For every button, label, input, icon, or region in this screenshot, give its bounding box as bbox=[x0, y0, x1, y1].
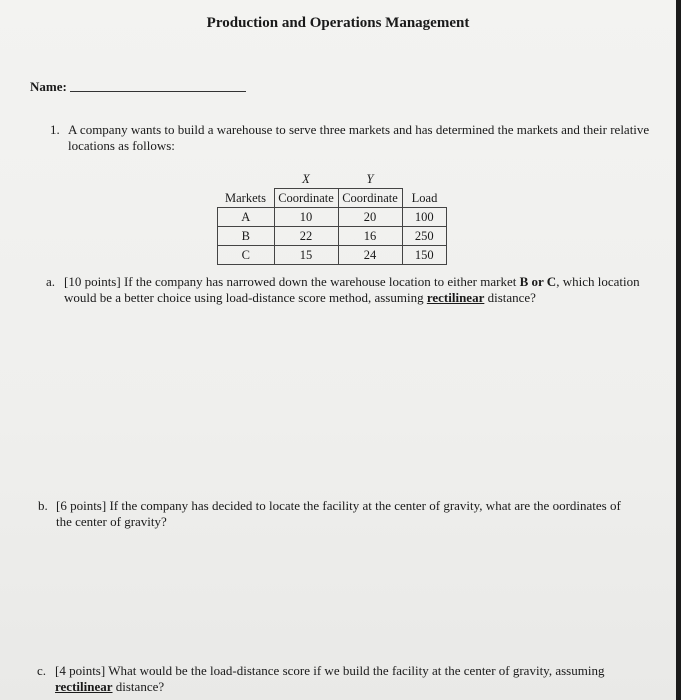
cell-market: C bbox=[218, 246, 275, 265]
cell-x: 10 bbox=[274, 208, 338, 227]
cell-y: 20 bbox=[338, 208, 402, 227]
cell-market: B bbox=[218, 227, 275, 246]
table-header-row-axis bbox=[218, 170, 447, 189]
table-row bbox=[218, 227, 447, 246]
question-1 bbox=[50, 122, 650, 154]
page-title: Production and Operations Management bbox=[206, 15, 470, 31]
markets-table bbox=[217, 170, 447, 265]
table-header-row bbox=[218, 189, 447, 208]
column-header-markets: Markets bbox=[225, 190, 266, 205]
question-part-a bbox=[46, 274, 646, 306]
cell-y: 16 bbox=[338, 227, 402, 246]
cell-x: 22 bbox=[274, 227, 338, 246]
name-label: Name: bbox=[30, 79, 67, 94]
table-row bbox=[218, 246, 447, 265]
part-c-text: [4 points] What would be the load-distance score if we build the facility at the center of gravity, assuming rectilinear distance? bbox=[55, 663, 605, 694]
y-axis-header: Y bbox=[366, 172, 374, 186]
cell-load: 150 bbox=[402, 246, 447, 265]
cell-market: A bbox=[218, 208, 275, 227]
part-a-label: a. bbox=[46, 274, 56, 289]
question-part-c bbox=[37, 663, 657, 695]
question-part-b bbox=[38, 498, 638, 530]
column-header-x-coordinate: Coordinate bbox=[274, 189, 338, 208]
part-b-label: b. bbox=[38, 498, 48, 513]
cell-load: 100 bbox=[402, 208, 447, 227]
question-1-text: A company wants to build a warehouse to serve three markets and has determined the markets and their relative locations as follows: bbox=[68, 122, 650, 153]
table-row bbox=[218, 208, 447, 227]
cell-x: 15 bbox=[274, 246, 338, 265]
question-1-number: 1. bbox=[50, 122, 60, 137]
cell-load: 250 bbox=[402, 227, 447, 246]
column-header-y-coordinate: Coordinate bbox=[338, 189, 402, 208]
column-header-load: Load bbox=[402, 189, 447, 208]
name-blank-line bbox=[70, 91, 246, 92]
part-c-label: c. bbox=[37, 663, 47, 678]
x-axis-header: X bbox=[302, 172, 310, 186]
part-b-text: [6 points] If the company has decided to locate the facility at the center of gravity, what are the oordinates of the center of gravity? bbox=[56, 498, 621, 529]
cell-y: 24 bbox=[338, 246, 402, 265]
part-a-text: [10 points] If the company has narrowed down the warehouse location to either market B or C, which location would be a better choice using load-distance score method, assuming rectilinear distance? bbox=[64, 274, 640, 305]
